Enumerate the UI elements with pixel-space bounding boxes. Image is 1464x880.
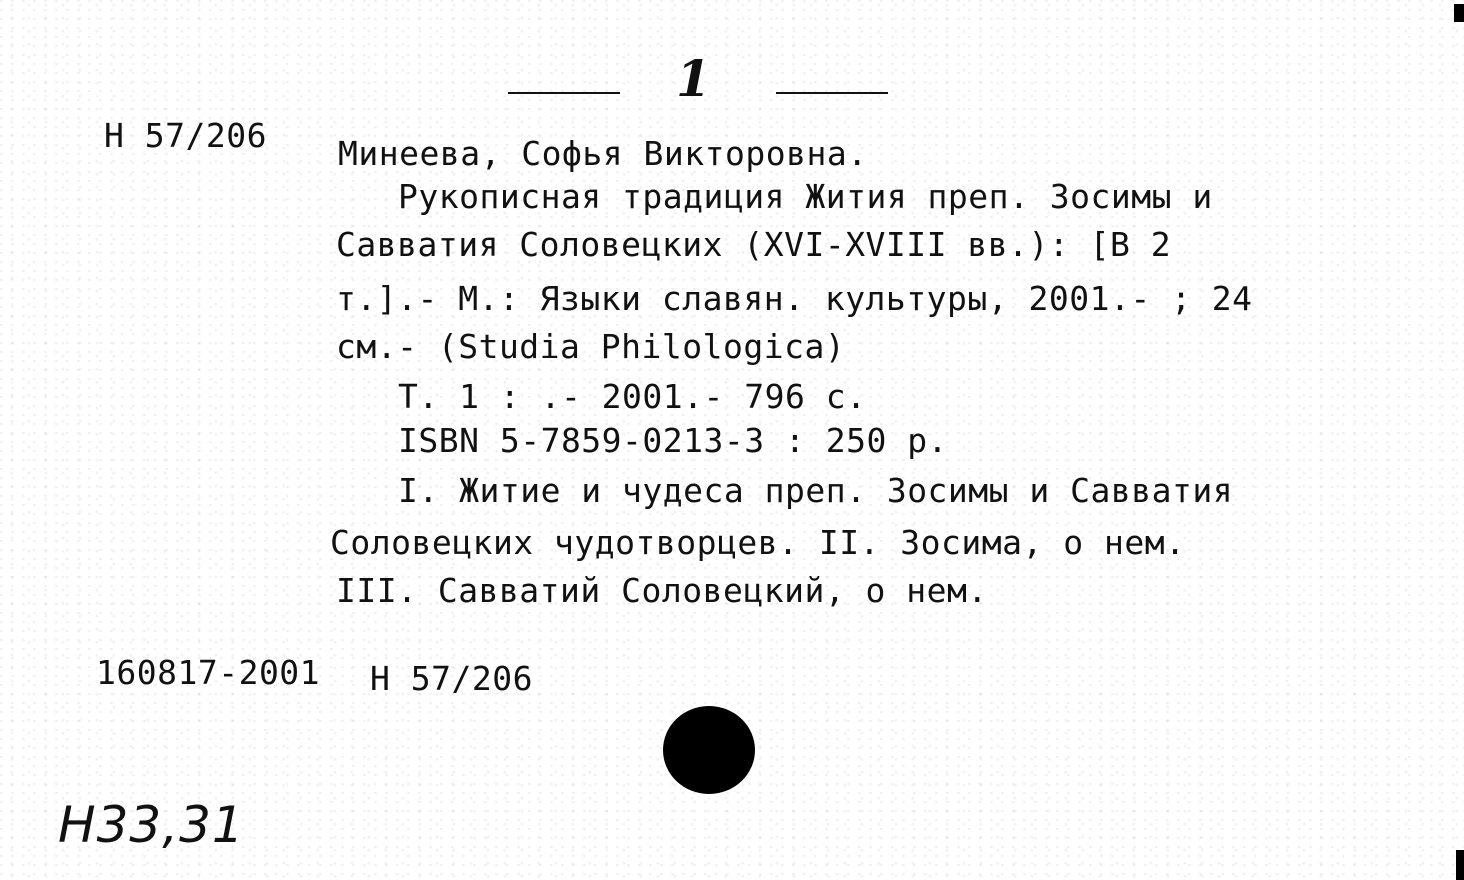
scan-edge-mark [1456, 850, 1464, 880]
description-line: т.].- М.: Языки славян. культуры, 2001.- ; 24 [336, 279, 1253, 318]
header-rule-left [508, 92, 620, 94]
description-line: см.- (Studia Philologica) [336, 327, 846, 366]
accession-number: 160817-2001 [96, 653, 321, 692]
isbn-line: ISBN 5-7859-0213-3 : 250 р. [398, 421, 948, 460]
handwritten-shelfmark: Н33,31 [58, 796, 245, 854]
subject-line: Соловецких чудотворцев. II. Зосима, о нем. [330, 523, 1186, 562]
description-line: Савватия Соловецких (XVI-XVIII вв.): [В 2 [336, 225, 1172, 264]
subject-line: I. Житие и чудеса преп. Зосимы и Савватия [398, 471, 1234, 510]
description-line: Рукописная традиция Жития преп. Зосимы и [398, 177, 1213, 216]
punch-hole [663, 706, 755, 794]
scan-edge-mark [1454, 4, 1464, 22]
subject-line: III. Савватий Соловецкий, о нем. [336, 571, 988, 610]
card-number: 1 [676, 49, 711, 108]
call-number: Н 57/206 [104, 116, 267, 155]
header-rule-right [776, 92, 888, 94]
footer-call-number: Н 57/206 [370, 659, 533, 698]
author-line: Минеева, Софья Викторовна. [338, 134, 868, 173]
volume-line: Т. 1 : .- 2001.- 796 с. [398, 377, 867, 416]
